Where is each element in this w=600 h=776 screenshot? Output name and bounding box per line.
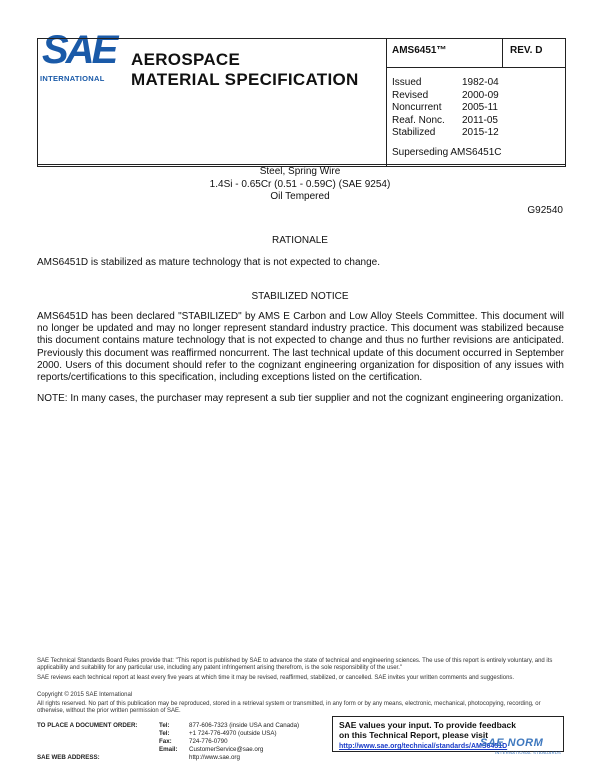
stabilized-note: NOTE: In many cases, the purchaser may represent a sub tier supplier and not the cognizant engineering organization. [37,393,564,404]
sae-logo: SAE [42,28,116,72]
sae-logo-subtitle: INTERNATIONAL [40,74,105,83]
header-divider-rev [502,39,503,67]
feedback-line-2: on this Technical Report, please visit [339,730,489,740]
date-label: Stabilized [392,127,436,139]
subject-line-1: Steel, Spring Wire [259,166,341,177]
order-row [37,730,299,738]
watermark-subtitle: INTERNATIONAL STANDARDS [495,750,562,755]
web-label: SAE WEB ADDRESS: [37,754,100,761]
contact-key: Fax: [159,738,172,745]
order-row [37,738,299,746]
header-divider-h [386,67,565,68]
footer-rights: All rights reserved. No part of this publication may be reproduced, stored in a retrieval system or transmitted, in any form or by any means, electronic, mechanical, photocopying, recording, or otherwise, without the prior written permission of SAE. [37,701,541,715]
date-label: Reaf. Nonc. [392,114,445,126]
date-label: Revised [392,89,429,101]
order-row [37,722,299,730]
date-label: Issued [392,77,422,88]
order-info [37,722,299,762]
date-value: 2011-05 [462,114,498,126]
revision-label: REV. D [510,45,543,56]
rationale-text: AMS6451D is stabilized as mature technology that is not expected to change. [37,257,380,268]
date-row [392,102,499,115]
stabilized-text: AMS6451D has been declared "STABILIZED" by AMS E Carbon and Low Alloy Steels Committee. This document will no longer be updated and may no longer represent standard industry practice. This document was stabilized because this document contains mature technology that is not expected to change and thus no further revisions are anticipated. Previously this document was reaffirmed noncurrent. The last technical update of this document occurred in September 2000. Users of this document should refer to the cognizant engineering organization for disposition of any issues with reports/certifications to this specification, including exceptions listed on the certification. [37,311,564,384]
header-divider-bottom [38,164,565,165]
date-label: Noncurrent [392,102,442,114]
title-line-1: AEROSPACE [131,50,241,69]
order-row [37,754,299,762]
date-history [392,77,499,140]
date-value: 1982-04 [462,77,499,88]
date-row [392,127,499,140]
date-row [392,115,499,128]
order-row [37,746,299,754]
contact-key: Tel: [159,722,170,729]
watermark-logo: SAE NORM [480,737,544,749]
superseding-note: Superseding AMS6451C [392,147,502,158]
subject-line-2: 1.4Si - 0.65Cr (0.51 - 0.59C) (SAE 9254) [209,178,391,190]
contact-value: CustomerService@sae.org [189,746,264,753]
web-address[interactable]: http://www.sae.org [189,754,240,761]
subject-line-3: Oil Tempered [270,191,330,202]
stabilized-heading: STABILIZED NOTICE [251,291,349,302]
contact-value: 877-606-7323 (inside USA and Canada) [189,722,300,729]
contact-value: 724-776-0790 [189,738,228,745]
contact-key: Tel: [159,730,170,737]
footer-rules: SAE Technical Standards Board Rules provide that: "This report is published by SAE to advance the state of technical and engineering sciences. The use of this report is entirely voluntary, and its applicability and suitability for any particular use, including any patent infringement arising therefrom, is the sole responsibility of the user." [37,658,553,672]
footer-copyright: Copyright © 2015 SAE International [37,692,133,698]
document-number: AMS6451™ [392,45,447,56]
footer-review: SAE reviews each technical report at least every five years at which time it may be revised, reaffirmed, stabilized, or cancelled. SAE invites your written comments and suggestions. [37,675,515,681]
date-row [392,90,499,103]
uns-code: G92540 [527,205,563,216]
date-value: 2000-09 [462,89,499,101]
feedback-link[interactable]: http://www.sae.org/technical/standards/AMS6451D [339,743,508,750]
document-type-title [131,50,359,90]
header-divider [386,39,387,166]
order-label: TO PLACE A DOCUMENT ORDER: [37,722,138,729]
date-value: 2015-12 [462,127,499,139]
title-line-2: MATERIAL SPECIFICATION [131,70,359,89]
contact-key: Email: [159,746,178,753]
subject-block [0,166,600,204]
date-value: 2005-11 [462,102,498,114]
contact-value: +1 724-776-4970 (outside USA) [189,730,277,737]
date-row [392,77,499,90]
rationale-heading: RATIONALE [272,235,328,246]
feedback-line-1: SAE values your input. To provide feedback [339,720,516,730]
